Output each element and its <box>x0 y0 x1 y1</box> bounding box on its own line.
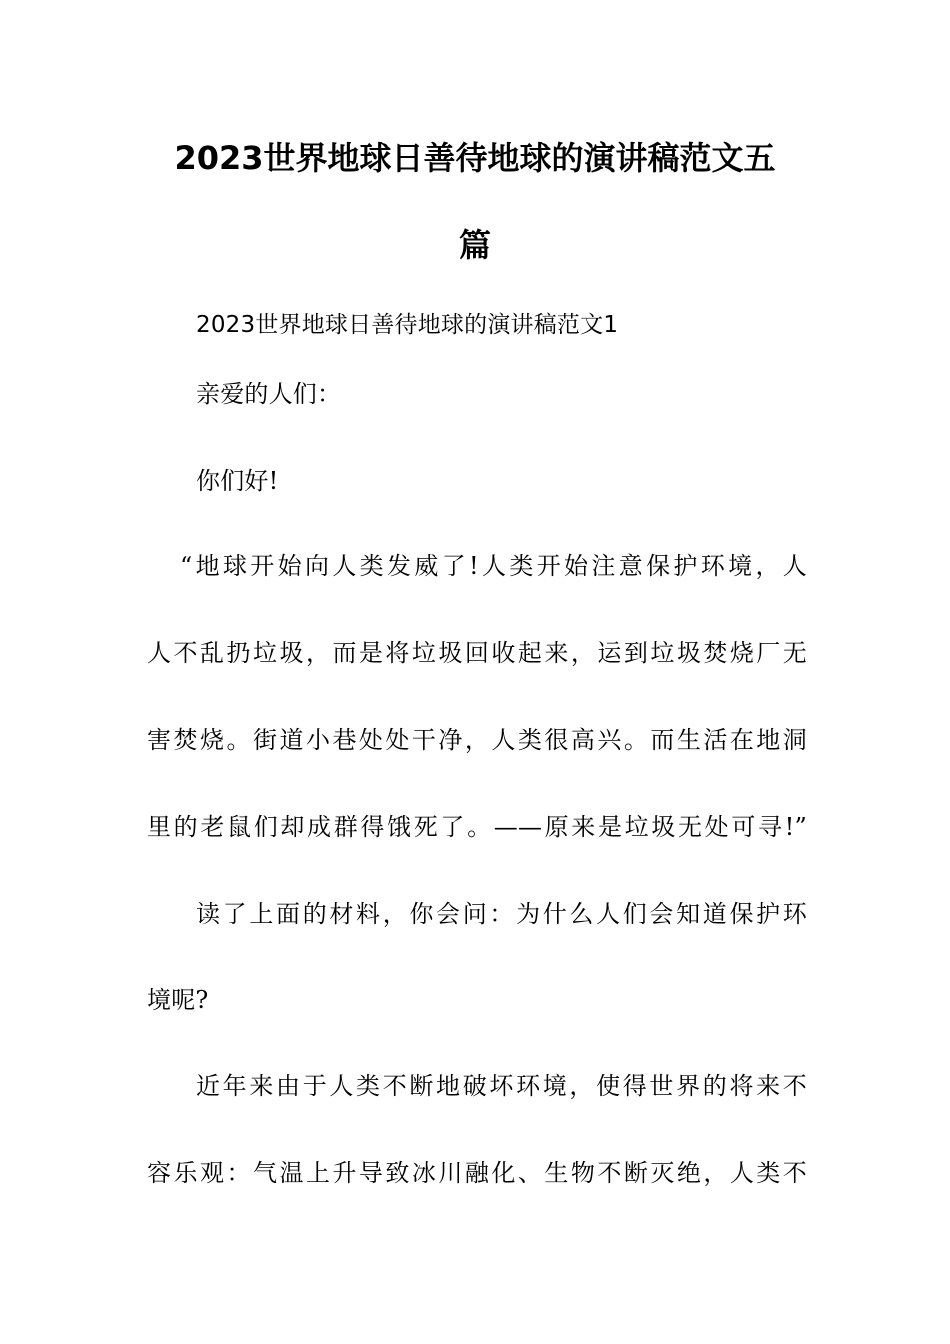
paragraph-line: 读了上面的材料，你会问：为什么人们会知道保护环 <box>196 900 807 928</box>
document-title-line-1: 2023世界地球日善待地球的演讲稿范文五 <box>174 139 776 177</box>
paragraph-line: 里的老鼠们却成群得饿死了。——原来是垃圾无处可寻!” <box>147 813 807 841</box>
paragraph-line: 人不乱扔垃圾，而是将垃圾回收起来，运到垃圾焚烧厂无 <box>147 639 807 667</box>
paragraph-line: 你们好! <box>196 467 279 495</box>
paragraph-line: 害焚烧。街道小巷处处干净，人类很高兴。而生活在地洞 <box>147 726 807 754</box>
paragraph-line: 容乐观：气温上升导致冰川融化、生物不断灭绝，人类不 <box>147 1159 807 1187</box>
paragraph-line: “地球开始向人类发威了!人类开始注意保护环境，人 <box>180 552 807 580</box>
paragraph-line: 亲爱的人们： <box>196 380 342 408</box>
paragraph-line: 境呢? <box>147 986 209 1014</box>
section-heading: 2023世界地球日善待地球的演讲稿范文1 <box>196 312 619 338</box>
paragraph-line: 近年来由于人类不断地破坏环境，使得世界的将来不 <box>196 1072 807 1100</box>
document-title-line-2: 篇 <box>458 226 491 264</box>
